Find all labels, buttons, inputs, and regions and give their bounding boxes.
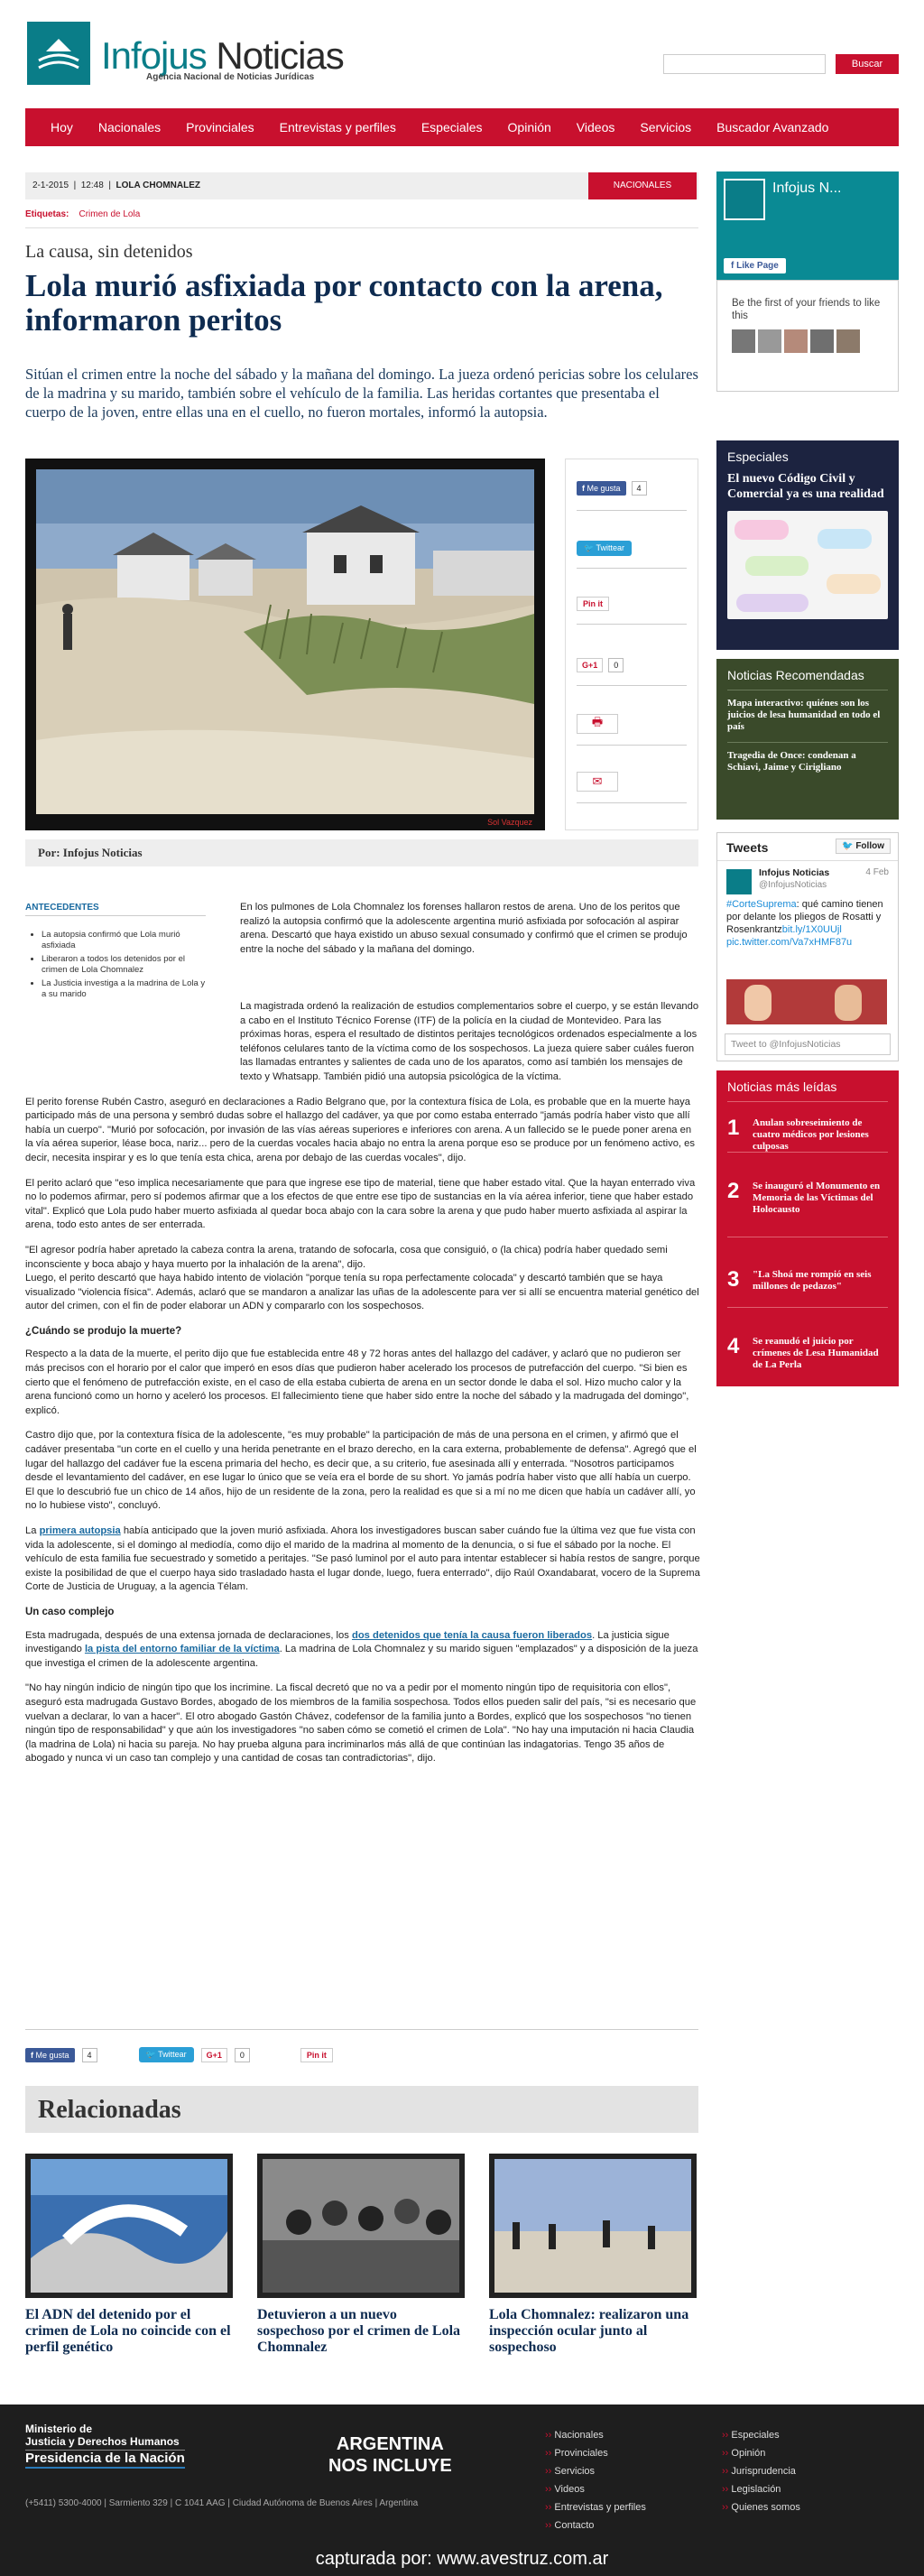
recomendadas-box bbox=[716, 659, 899, 820]
facebook-like-count: 4 bbox=[82, 2048, 97, 2062]
facebook-widget bbox=[716, 280, 899, 392]
tweet-link[interactable]: bit.ly/1X0UUjl bbox=[781, 924, 842, 935]
avatar bbox=[836, 329, 860, 353]
avatar bbox=[732, 329, 755, 353]
body-paragraph: Castro dijo que, por la contextura física de la adolescente, "es muy probable" la participación de más de una persona en el crimen, y afirmó que el cadáver presentaba "un corte en el cuello y una herida penetrante en el brazo derecho, en la cara externa, probablemente de defensa". Agregó que el lugar del hallazgo del cadáver fue la escena primaria del hecho, es decir que, a su criterio, fue asesinada allí y enterrada. "Nosotros participamos desde el levantamiento del cadáver, en ese lugar lo único que se veía era el borde de su short. Yo jamás podría haber visto que allí había un cuerpo. El que lo descubrió fue un chico de 14 años, hijo de un residente de la zona, pero la realidad es que si a mí no me dicen que había un cadáver allí, yo no lo hubiese visto", concluyó. bbox=[25, 1430, 697, 1512]
facebook-like-button[interactable]: f Me gusta bbox=[577, 481, 626, 496]
body-paragraph: El perito aclaró que "eso implica necesariamente que para que ingrese ese tipo de material, tiene que haber estado vital. Que la hayan enterrado viva no lo podemos afirmar, pero sí podemos afirmar que a los efectos de que entre ese tipo de sustancias en la vía aérea inferior, tiene que haber estado vital". Explicó que Lola pudo haber muerto asfixiada al quedar boca abajo con la cara sobre la arena y que pudo haber muerto asfixiada al aspirar la arena, todo esto antes de ser enterrada. bbox=[25, 1177, 696, 1231]
main-nav bbox=[25, 108, 899, 146]
site-logo-text[interactable]: Infojus Noticias bbox=[101, 34, 344, 77]
related-caption[interactable]: El ADN del detenido por el crimen de Lola no coincide con el perfil genético bbox=[25, 2307, 231, 2355]
divider bbox=[25, 2029, 698, 2030]
body-paragraph: "No hay ningún indicio de ningún tipo que los incrimine. La fiscal decretó que no va a pedir por el momento ningún tipo de requisitoria con ellos", aseguró esta madrugada Gustavo Bordes, abogado de los miembros de la familia sospechosa. Todos ellos pueden salir del país, "si es necesario que vuelvan a declarar, lo van a hacer". El otro abogado Gastón Chávez, codefensor de la familia junto a Bordes, explicó que los sospechosos "no tienen ningún tipo de responsabilidad" y que aún los investigadores "no saben cómo se cometió el crimen de Lola". "No hay una imputación ni hacia Claudia (la madrina de Lola) ni hacia su pareja. No hay prueba alguna para incriminarlos más allá de que continúan las indagatorias. Tengo 35 años de abogado y nunca vi un caso tan complejo y una cantidad de cosas tan contradictorias", dijo. bbox=[25, 1682, 697, 1765]
detenidos-liberados-link[interactable]: dos detenidos que tenía la causa fueron liberados bbox=[351, 1629, 593, 1641]
mas-leida-link[interactable]: Anulan sobreseimiento de cuatro médicos por lesiones culposas bbox=[753, 1117, 869, 1152]
especiales-link[interactable]: El nuevo Código Civil y Comercial ya es una realidad bbox=[727, 472, 884, 501]
tweet-image[interactable] bbox=[726, 979, 887, 1024]
especiales-box bbox=[716, 440, 899, 650]
subheading: ¿Cuándo se produjo la muerte? bbox=[25, 1325, 182, 1337]
tag-link[interactable]: Crimen de Lola bbox=[79, 209, 141, 219]
byline: Por: Infojus Noticias bbox=[25, 839, 698, 866]
body-paragraph: Respecto a la data de la muerte, el perito dijo que fue establecida entre 48 y 72 horas antes del hallazgo del cadáver, y aclaró que no pudieron ser más precisos con el horario por el calor que imperó en esos días que pudieron haber acelerado los procesos de putrefacción del cuerpo. "Si bien es cierto que el fenómeno de putrefacción existe, en el caso de ella estaba cubierta de arena en un sector donde le daba el sol. Hizo mucho calor y la arena funcionó como un horno y aceleró los procesos. El fallecimiento tiene que haber sido entre la noche del sábado y la madrugada del domingo", explicó. bbox=[25, 1348, 689, 1416]
article-kicker: La causa, sin detenidos bbox=[25, 242, 193, 262]
nav-provinciales[interactable]: Provinciales bbox=[186, 120, 254, 134]
avatar bbox=[784, 329, 808, 353]
avatar[interactable] bbox=[726, 869, 752, 894]
body-paragraph-intro bbox=[240, 901, 700, 968]
footer-link[interactable]: ›› Especiales bbox=[722, 2426, 800, 2444]
article-headline: Lola murió asfixiada por contacto con la arena, informaron peritos bbox=[25, 268, 663, 338]
rank-number: 2 bbox=[727, 1179, 740, 1203]
especiales-title: Especiales bbox=[727, 449, 789, 464]
tags-label: Etiquetas: bbox=[25, 209, 69, 219]
rank-number: 4 bbox=[727, 1334, 740, 1358]
related-image[interactable] bbox=[489, 2154, 697, 2298]
tweet-compose-input[interactable]: Tweet to @InfojusNoticias bbox=[725, 1033, 891, 1055]
twitter-follow-button[interactable]: 🐦 Follow bbox=[836, 839, 891, 854]
pinterest-button[interactable]: Pin it bbox=[300, 2048, 333, 2062]
related-caption[interactable]: Lola Chomnalez: realizaron una inspección ocular junto al sospechoso bbox=[489, 2307, 689, 2355]
antecedentes-list bbox=[29, 930, 206, 1003]
antecedente-link[interactable]: • La autopsia confirmó que Lola murió asfixiada bbox=[42, 930, 206, 951]
tweet-handle: @InfojusNoticias bbox=[759, 880, 827, 890]
divider bbox=[25, 227, 698, 228]
body-paragraph: En los pulmones de Lola Chomnalez los forenses hallaron restos de arena. Uno de los peritos que realizó la autopsia confirmó que la adolescente argentina murió asfixiada por sofocación al aspirar arena. Descartó que haya existido un abuso sexual consumado y confirmó que el crimen se produjo entre la noche del sábado y la mañana del domingo. bbox=[240, 902, 688, 955]
relacionadas-title: Relacionadas bbox=[38, 2096, 181, 2124]
section-badge[interactable]: NACIONALES bbox=[588, 172, 697, 199]
footer-link[interactable]: ›› Videos bbox=[545, 2480, 646, 2498]
footer-link[interactable]: ›› Contacto bbox=[545, 2516, 646, 2534]
body-paragraph: La primera autopsia había anticipado que la joven murió asfixiada. Ahora los investigadores buscan saber cuándo fue la última vez que fue vista con vida la adolescente, si el domingo al mediodía, como dijo el marido de la madrina al momento de la denuncia, o si fue el sábado por la noche. El vehículo de esta familia fue secuestrado y sometido a peritajes. "Se pasó luminol por el auto para intentar establecer si había restos de sangre, porque existe la posibilidad de que el cuerpo haya sido trasladado hasta el lugar donde, luego, fuera enterrado", dijo Raúl Oxandabarat, vocero de la Suprema Corte de Justicia de Uruguay, a la agencia Télam. bbox=[25, 1525, 700, 1593]
capture-watermark: capturada por: www.avestruz.com.ar bbox=[315, 2549, 609, 2569]
avatar bbox=[758, 329, 781, 353]
article-meta-bar: 2-1-2015 | 12:48 | LOLA CHOMNALEZ bbox=[25, 172, 698, 199]
bottom-share-row bbox=[25, 2047, 333, 2062]
nav-especiales[interactable]: Especiales bbox=[420, 120, 483, 134]
rank-number: 3 bbox=[727, 1267, 740, 1292]
antecedentes-title: ANTECEDENTES bbox=[25, 903, 99, 913]
footer-links-col2 bbox=[722, 2426, 800, 2516]
article-meta-author: LOLA CHOMNALEZ bbox=[116, 181, 201, 190]
divider bbox=[25, 915, 206, 916]
footer-link[interactable]: ›› Provinciales bbox=[545, 2444, 646, 2462]
antecedente-link[interactable]: • La Justicia investiga a la madrina de Lola y a su marido bbox=[42, 978, 206, 1000]
footer-link[interactable]: ›› Legislación bbox=[722, 2480, 800, 2498]
nav-nacionales[interactable]: Nacionales bbox=[97, 120, 162, 134]
footer-link[interactable]: ›› Opinión bbox=[722, 2444, 800, 2462]
rank-number: 1 bbox=[727, 1116, 740, 1140]
infojus-logo-icon[interactable] bbox=[27, 22, 90, 85]
fb-widget-text: Be the first of your friends to like this bbox=[732, 298, 881, 321]
footer-link[interactable]: ›› Nacionales bbox=[545, 2426, 646, 2444]
mas-leidas-title: Noticias más leídas bbox=[727, 1080, 837, 1094]
tweet-pic-link[interactable]: pic.twitter.com/Va7xHMF87u bbox=[726, 937, 853, 948]
search-input[interactable] bbox=[663, 54, 826, 74]
site-tagline: Agencia Nacional de Noticias Jurídicas bbox=[146, 72, 315, 82]
recommended-link[interactable]: Tragedia de Once: condenan a Schiavi, Jaime y Cirigliano bbox=[727, 750, 856, 773]
recomendadas-title: Noticias Recomendadas bbox=[727, 668, 864, 682]
article-time: 12:48 bbox=[80, 181, 104, 190]
tweet-button[interactable]: 🐦 Twittear bbox=[577, 541, 632, 556]
fb-like-page-button[interactable]: f Like Page bbox=[724, 258, 786, 273]
fb-page-name: Infojus N... bbox=[772, 181, 842, 196]
pista-entorno-link[interactable]: la pista del entorno familiar de la víctima bbox=[84, 1644, 280, 1655]
share-column bbox=[565, 459, 698, 830]
nav-entrevistas[interactable]: Entrevistas y perfiles bbox=[279, 120, 396, 134]
nav-hoy[interactable]: Hoy bbox=[51, 120, 73, 134]
print-icon[interactable]: 🖶 bbox=[577, 714, 618, 734]
body-paragraph: Esta madrugada, después de una extensa jornada de declaraciones, los dos detenidos que tenía la causa fueron liberados. La justicia sigue investigando la pista del entorno familiar de la víctima. La madrina de Lola Chomnalez y su marido siguen "emplazados" y a disposición de la jueza que investiga el crimen de la adolescente argentina. bbox=[25, 1629, 698, 1669]
tweet-text: #CorteSuprema: qué camino tienen por delante los pliegos de Rosatti y Rosenkrantzbit.ly/1X0UUjl pic.twitter.com/Va7xHMF87u bbox=[726, 899, 883, 948]
article-date: 2-1-2015 bbox=[32, 181, 69, 190]
pinterest-button[interactable]: Pin it bbox=[577, 597, 609, 611]
argentina-nos-incluye-logo: ARGENTINA NOS INCLUYE bbox=[328, 2434, 452, 2476]
ministry-logo[interactable]: Ministerio de Justicia y Derechos Humanos Presidencia de la Nación bbox=[25, 2423, 185, 2469]
antecedente-link[interactable]: • Liberaron a todos los detenidos por el crimen de Lola Chomnalez bbox=[42, 954, 206, 976]
footer-link[interactable]: ›› Entrevistas y perfiles bbox=[545, 2498, 646, 2516]
footer-link[interactable]: ›› Jurisprudencia bbox=[722, 2462, 800, 2480]
nav-videos[interactable]: Videos bbox=[576, 120, 615, 134]
infojus-logo-icon bbox=[724, 179, 765, 220]
article-summary: Sitúan el crimen entre la noche del sábado y la mañana del domingo. La jueza ordenó pericias sobre los celulares de la madrina y su marido, también sobre el vehículo de la familia. Las heridas cortantes que presentaba el cuerpo de la joven, entre ellas una en el cuello, no fueron mortales, informó la autopsia. bbox=[25, 366, 698, 421]
body-paragraph: El perito forense Rubén Castro, aseguró en declaraciones a Radio Belgrano que, por la contextura física de Lola, es probable que en la muerte haya participado más de una persona y sembró dudas sobre el hallazgo del cadáver, ya que por como estaba enterrado "jamás podría haber visto que allí había un cuerpo". "Murió por sofocación, por invasión de las vías aéreas superiores e inferiores con arena. A un fallecido se le puede poner arena en la vía aérea superior, léase boca, nariz... pero de la cuerdas vocales hacia abajo no entra la arena porque eso se produce por un fenómeno activo, es decir, necesita inspirar y es lo que tenía esta chica, arena por debajo de las cuerdas vocales", dijo. bbox=[25, 1096, 695, 1163]
footer-links-col1 bbox=[545, 2426, 646, 2534]
google-plus-button[interactable]: G+1 bbox=[577, 658, 603, 672]
facebook-like-count: 4 bbox=[632, 481, 647, 496]
subheading: Un caso complejo bbox=[25, 1606, 115, 1617]
facebook-page-banner[interactable] bbox=[716, 171, 899, 280]
tags-row bbox=[25, 209, 140, 219]
footer-link[interactable]: ›› Quienes somos bbox=[722, 2498, 800, 2516]
avatar bbox=[810, 329, 834, 353]
body-paragraph: La magistrada ordenó la realización de estudios complementarios sobre el cuerpo, y se están llevando a cabo en el Instituto Técnico Forense (ITF) de la policía en la ciudad de Montevideo. Para las próximas horas, espera el resultado de distintos peritajes tecnológicos ordenados especialmente a los teléfonos celulares tanto de la víctima como de los sospechosos. La jueza quiere saber cuáles fueron las llamadas entrantes y salientes de cada uno de los aparatos, como así también los mensajes de texto y Whatsapp. También pidió una autopsia psicológica de la víctima. bbox=[240, 1001, 699, 1082]
especiales-image[interactable] bbox=[727, 511, 888, 619]
google-plus-count: 0 bbox=[235, 2048, 250, 2062]
recommended-link[interactable]: Mapa interactivo: quiénes son los juicios de lesa humanidad en todo el país bbox=[727, 698, 881, 732]
nav-opinion[interactable]: Opinión bbox=[507, 120, 551, 134]
photo-credit: Sol Vazquez bbox=[487, 818, 532, 827]
tweet-author[interactable]: Infojus Noticias bbox=[759, 867, 830, 878]
primera-autopsia-link[interactable]: primera autopsia bbox=[39, 1525, 121, 1536]
body-paragraph: Luego, el perito descartó que haya habido intento de violación "porque tenía su ropa perfectamente colocada" y descartó también que se haya visualizado "violencia física". Además, aclaró que se mandaron a analizar las uñas de la adolescente para ver si allí se encuentra material genético del autor del crimen, con el fin de poder elaborar un ADN y compararlo con los sospechosos. bbox=[25, 1273, 699, 1312]
related-image[interactable] bbox=[257, 2154, 465, 2298]
tweet-button[interactable]: 🐦 Twittear bbox=[139, 2047, 194, 2062]
mas-leida-link[interactable]: Se reanudó el juicio por crímenes de Lesa Humanidad de La Perla bbox=[753, 1336, 879, 1370]
google-plus-button[interactable]: G+1 bbox=[201, 2048, 227, 2062]
mas-leida-link[interactable]: "La Shoá me rompió en seis millones de pedazos" bbox=[753, 1269, 872, 1292]
footer-address: (+5411) 5300-4000 | Sarmiento 329 | C 1041 AAG | Ciudad Autónoma de Buenos Aires | Argentina bbox=[25, 2498, 419, 2508]
tweets-title: Tweets bbox=[726, 840, 769, 855]
article-body bbox=[25, 1000, 700, 1777]
footer-link[interactable]: ›› Servicios bbox=[545, 2462, 646, 2480]
google-plus-count: 0 bbox=[608, 658, 624, 672]
related-image[interactable] bbox=[25, 2154, 233, 2298]
twitter-widget bbox=[716, 832, 899, 1061]
search-button[interactable]: Buscar bbox=[836, 54, 899, 74]
email-icon[interactable]: ✉ bbox=[577, 772, 618, 792]
footer bbox=[0, 2405, 924, 2576]
tweet-date: 4 Feb bbox=[865, 867, 889, 877]
related-caption[interactable]: Detuvieron a un nuevo sospechoso por el crimen de Lola Chomnalez bbox=[257, 2307, 461, 2355]
nav-buscador[interactable]: Buscador Avanzado bbox=[716, 120, 829, 134]
nav-servicios[interactable]: Servicios bbox=[640, 120, 692, 134]
body-paragraph: "El agresor podría haber apretado la cabeza contra la arena, tratando de sofocarla, cosa que consiguió, o (la chica) podría haber quedado semi inconsciente y boca abajo y haya muerto por la inhalación de la arena", dijo. bbox=[25, 1244, 668, 1270]
mas-leidas-box bbox=[716, 1070, 899, 1386]
tweet-hashtag[interactable]: #CorteSuprema bbox=[726, 899, 797, 910]
article-photo bbox=[25, 459, 545, 830]
facebook-like-button[interactable]: f Me gusta bbox=[25, 2048, 75, 2062]
mas-leida-link[interactable]: Se inauguró el Monumento en Memoria de las Víctimas del Holocausto bbox=[753, 1181, 881, 1215]
